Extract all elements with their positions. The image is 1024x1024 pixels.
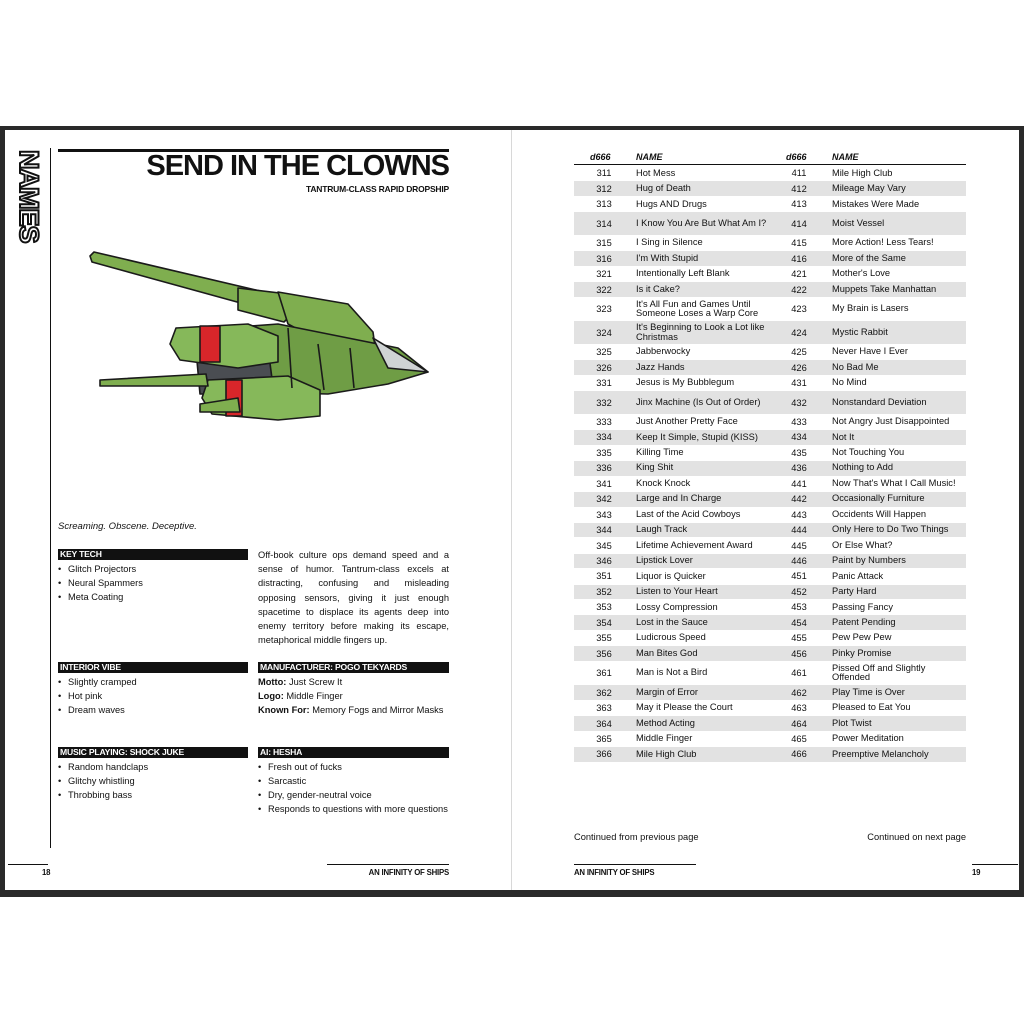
name-cell: Or Else What? (832, 539, 893, 550)
d666-cell: 465 (791, 734, 807, 745)
d666-cell: 322 (596, 284, 612, 295)
ship-tagline: Screaming. Obscene. Deceptive. (58, 521, 197, 532)
table-row (574, 646, 966, 661)
list-item: • Slightly cramped (58, 675, 248, 689)
name-cell: Muppets Take Manhattan (832, 283, 937, 294)
table-row (574, 212, 966, 235)
table-row (574, 476, 966, 491)
known-for-line (258, 703, 443, 717)
table-row (574, 430, 966, 445)
name-cell: Now That's What I Call Music! (832, 477, 956, 488)
d666-cell: 441 (791, 478, 807, 489)
d666-cell: 342 (596, 494, 612, 505)
d666-cell: 341 (596, 478, 612, 489)
list-item: • Fresh out of fucks (258, 760, 449, 774)
d666-cell: 414 (791, 218, 807, 229)
d666-cell: 346 (596, 555, 612, 566)
d666-cell: 463 (791, 703, 807, 714)
name-cell: Lost in the Sauce (636, 617, 708, 628)
name-cell: Nonstandard Deviation (832, 396, 927, 407)
side-rule (50, 148, 51, 848)
motto-value: Just Screw It (288, 677, 343, 687)
table-row (574, 554, 966, 569)
table-row (574, 345, 966, 360)
name-cell: Not Touching You (832, 447, 905, 458)
d666-cell: 361 (596, 668, 612, 679)
name-cell: Method Acting (636, 717, 695, 728)
dropship-drawing (88, 244, 433, 424)
d666-cell: 464 (791, 718, 807, 729)
known-for-label: Known For: (258, 705, 310, 715)
name-cell: Mystic Rabbit (832, 326, 888, 337)
name-cell: It's All Fun and Games Until Someone Loses a Warp Core (636, 298, 759, 319)
name-cell: Mileage May Vary (832, 183, 906, 194)
name-cell: Nothing to Add (832, 462, 893, 473)
table-row (574, 376, 966, 391)
name-cell: Man is Not a Bird (636, 667, 708, 678)
name-cell: Last of the Acid Cowboys (636, 508, 741, 519)
d666-cell: 445 (791, 540, 807, 551)
d666-cell: 353 (596, 602, 612, 613)
d666-cell: 336 (596, 463, 612, 474)
d666-cell: 352 (596, 586, 612, 597)
ship-title: SEND IN THE CLOWNS (146, 150, 449, 182)
d666-cell: 416 (791, 253, 807, 264)
d666-cell: 321 (596, 269, 612, 280)
table-row (574, 701, 966, 716)
name-cell: Hot Mess (636, 167, 676, 178)
d666-cell: 326 (596, 362, 612, 373)
name-cell: Middle Finger (636, 733, 693, 744)
list-item: • Glitchy whistling (58, 774, 248, 788)
name-cell: Lipstick Lover (636, 555, 693, 566)
known-for-value: Memory Fogs and Mirror Masks (312, 705, 444, 715)
d666-cell: 313 (596, 199, 612, 210)
page-gutter (511, 130, 512, 890)
d666-cell: 315 (596, 238, 612, 249)
key-tech-list (58, 562, 248, 604)
name-cell: Not Angry Just Disappointed (832, 416, 950, 427)
table-row (574, 282, 966, 297)
name-cell: I'm With Stupid (636, 252, 699, 263)
name-cell: Pew Pew Pew (832, 632, 892, 643)
d666-cell: 454 (791, 617, 807, 628)
name-cell: It's Beginning to Look a Lot like Christmas (636, 322, 765, 342)
d666-cell: 442 (791, 494, 807, 505)
d666-cell: 366 (596, 749, 612, 760)
table-row (574, 445, 966, 460)
footer-book-title-left: AN INFINITY OF SHIPS (368, 868, 449, 877)
name-cell: Play Time is Over (832, 686, 905, 697)
table-row (574, 236, 966, 251)
d666-cell: 411 (791, 168, 807, 179)
motto-label: Motto: (258, 677, 287, 687)
table-row (574, 267, 966, 282)
d666-cell: 453 (791, 602, 807, 613)
table-row (574, 585, 966, 600)
name-cell: Keep It Simple, Stupid (KISS) (636, 431, 758, 442)
name-cell: Ludicrous Speed (636, 632, 706, 643)
name-cell: Killing Time (636, 447, 684, 458)
page-number-right: 19 (972, 868, 981, 877)
d666-cell: 423 (791, 304, 807, 315)
d666-cell: 316 (596, 253, 612, 264)
name-cell: Paint by Numbers (832, 555, 906, 566)
list-item: • Throbbing bass (58, 788, 248, 802)
d666-cell: 344 (596, 525, 612, 536)
name-cell: Intentionally Left Blank (636, 268, 730, 279)
d666-cell: 425 (791, 347, 807, 358)
name-cell: Occidents Will Happen (832, 508, 927, 519)
table-row (574, 569, 966, 584)
key-tech-heading: KEY TECH (58, 549, 248, 560)
name-cell: I Know You Are But What Am I? (636, 218, 767, 229)
name-cell: Moist Vessel (832, 218, 885, 229)
ship-description: Off-book culture ops demand speed and a sense of humor. Tantrum-class excels at distracting, confusing and misleading opposing sensors, giving it just enough spacetime to displace its agents deep into enemy territory before making its escape, metaphorical middle fingers up. (258, 550, 449, 646)
list-item: • Responds to questions with more questions (258, 802, 449, 830)
table-row (574, 747, 966, 762)
d666-cell: 324 (596, 327, 612, 338)
name-cell: More of the Same (832, 252, 906, 263)
name-cell: More Action! Less Tears! (832, 237, 934, 248)
name-cell: Occasionally Furniture (832, 493, 925, 504)
d666-cell: 431 (791, 377, 807, 388)
name-cell: May it Please the Court (636, 702, 733, 713)
col-header-d666-2: d666 (786, 152, 807, 162)
d666-cell: 323 (596, 304, 612, 315)
interior-vibe-heading: INTERIOR VIBE (58, 662, 248, 673)
music-list (58, 760, 248, 802)
name-cell: Man Bites God (636, 647, 698, 658)
table-row (574, 166, 966, 181)
table-row (574, 523, 966, 538)
list-item: • Hot pink (58, 689, 248, 703)
d666-cell: 364 (596, 718, 612, 729)
side-label-text: NAMES (14, 150, 44, 243)
name-cell: Laugh Track (636, 524, 688, 535)
table-row (574, 360, 966, 375)
name-cell: Margin of Error (636, 686, 698, 697)
footer-book-title-right: AN INFINITY OF SHIPS (574, 868, 655, 877)
col-header-name-1: NAME (636, 152, 663, 162)
footer-rule (327, 864, 449, 865)
d666-cell: 311 (596, 168, 612, 179)
d666-cell: 334 (596, 432, 612, 443)
name-cell: No Bad Me (832, 361, 879, 372)
d666-cell: 426 (791, 362, 807, 373)
table-row (574, 298, 966, 321)
d666-cell: 355 (596, 633, 612, 644)
table-row (574, 251, 966, 266)
name-cell: Power Meditation (832, 733, 904, 744)
d666-cell: 432 (791, 397, 807, 408)
name-cell: Listen to Your Heart (636, 586, 718, 597)
name-cell: Jabberwocky (636, 346, 691, 357)
d666-cell: 443 (791, 509, 807, 520)
col-header-d666-1: d666 (590, 152, 611, 162)
names-side-label (14, 148, 46, 258)
name-cell: Hug of Death (636, 183, 691, 194)
name-cell: Mother's Love (832, 268, 891, 279)
name-cell: Preemptive Melancholy (832, 748, 929, 759)
d666-cell: 424 (791, 327, 807, 338)
d666-cell: 351 (596, 571, 612, 582)
side-label-graphic (14, 148, 46, 258)
table-header-rule (574, 164, 966, 165)
table-row (574, 732, 966, 747)
name-cell: Is it Cake? (636, 283, 680, 294)
table-row (574, 716, 966, 731)
table-row (574, 181, 966, 196)
name-cell: Liquor is Quicker (636, 570, 706, 581)
d666-cell: 325 (596, 347, 612, 358)
d666-cell: 434 (791, 432, 807, 443)
logo-label: Logo: (258, 691, 284, 701)
name-cell: Jazz Hands (636, 361, 685, 372)
d666-cell: 412 (791, 183, 807, 194)
d666-cell: 345 (596, 540, 612, 551)
list-item: • Random handclaps (58, 760, 248, 774)
d666-cell: 421 (791, 269, 807, 280)
table-row (574, 415, 966, 430)
name-cell: My Brain is Lasers (832, 303, 909, 314)
d666-cell: 413 (791, 199, 807, 210)
ai-list (258, 760, 449, 830)
name-cell: Mile High Club (636, 748, 697, 759)
table-row (574, 321, 966, 344)
continued-next-note: Continued on next page (867, 832, 966, 842)
d666-cell: 462 (791, 687, 807, 698)
name-cell: Jinx Machine (Is Out of Order) (636, 396, 761, 407)
col-header-name-2: NAME (832, 152, 859, 162)
name-cell: Just Another Pretty Face (636, 416, 738, 427)
name-cell: Jesus is My Bubblegum (636, 377, 735, 388)
footer-rule (574, 864, 696, 865)
interior-vibe-list (58, 675, 248, 717)
list-item: • Dry, gender-neutral voice (258, 788, 449, 802)
logo-line (258, 689, 343, 703)
footer-rule (8, 864, 48, 865)
motto-line (258, 675, 342, 689)
table-row (574, 615, 966, 630)
d666-cell: 312 (596, 183, 612, 194)
d666-cell: 461 (791, 668, 807, 679)
list-item: • Sarcastic (258, 774, 449, 788)
table-row (574, 662, 966, 685)
name-cell: Not It (832, 431, 855, 442)
name-cell: Panic Attack (832, 570, 884, 581)
name-cell: Mile High Club (832, 167, 893, 178)
name-cell: Knock Knock (636, 477, 691, 488)
table-row (574, 492, 966, 507)
name-cell: Plot Twist (832, 717, 872, 728)
name-cell: Never Have I Ever (832, 346, 908, 357)
table-row (574, 600, 966, 615)
table-row (574, 631, 966, 646)
name-cell: Party Hard (832, 586, 877, 597)
name-cell: Large and In Charge (636, 493, 722, 504)
ai-heading: AI: HESHA (258, 747, 449, 758)
d666-cell: 466 (791, 749, 807, 760)
table-row (574, 391, 966, 414)
name-cell: Pleased to Eat You (832, 702, 911, 713)
name-cell: Patent Pending (832, 617, 896, 628)
d666-cell: 444 (791, 525, 807, 536)
d666-cell: 433 (791, 416, 807, 427)
table-row (574, 507, 966, 522)
d666-cell: 332 (596, 397, 612, 408)
d666-cell: 456 (791, 648, 807, 659)
footer-rule (972, 864, 1018, 865)
music-heading: MUSIC PLAYING: SHOCK JUKE (58, 747, 248, 758)
d666-cell: 455 (791, 633, 807, 644)
name-cell: King Shit (636, 462, 674, 473)
continued-from-note: Continued from previous page (574, 832, 699, 842)
table-row (574, 461, 966, 476)
name-cell: Pissed Off and Slightly Offended (832, 662, 926, 683)
d666-cell: 451 (791, 571, 807, 582)
d666-cell: 436 (791, 463, 807, 474)
name-cell: Mistakes Were Made (832, 198, 920, 209)
d666-cell: 335 (596, 447, 612, 458)
name-cell: Passing Fancy (832, 601, 893, 612)
logo-value: Middle Finger (286, 691, 343, 701)
list-item: • Glitch Projectors (58, 562, 248, 576)
ship-subtitle: TANTRUM-CLASS RAPID DROPSHIP (306, 184, 449, 194)
d666-cell: 435 (791, 447, 807, 458)
name-cell: No Mind (832, 377, 867, 388)
d666-cell: 446 (791, 555, 807, 566)
d666-cell: 331 (596, 377, 612, 388)
d666-cell: 362 (596, 687, 612, 698)
name-cell: I Sing in Silence (636, 237, 703, 248)
list-item: • Meta Coating (58, 590, 248, 604)
page-number-left: 18 (42, 868, 51, 877)
d666-cell: 415 (791, 238, 807, 249)
d666-cell: 354 (596, 617, 612, 628)
table-row (574, 538, 966, 553)
table-row (574, 197, 966, 212)
list-item: • Neural Spammers (58, 576, 248, 590)
ship-illustration (88, 244, 433, 424)
d666-cell: 333 (596, 416, 612, 427)
d666-cell: 422 (791, 284, 807, 295)
name-cell: Pinky Promise (832, 647, 892, 658)
name-cell: Lossy Compression (636, 601, 718, 612)
list-item: • Dream waves (58, 703, 248, 717)
manufacturer-heading: MANUFACTURER: POGO TEKYARDS (258, 662, 449, 673)
name-cell: Hugs AND Drugs (636, 198, 707, 209)
name-cell: Only Here to Do Two Things (832, 524, 949, 535)
d666-cell: 363 (596, 703, 612, 714)
d666-cell: 314 (596, 218, 612, 229)
table-row (574, 685, 966, 700)
d666-cell: 365 (596, 734, 612, 745)
d666-cell: 452 (791, 586, 807, 597)
d666-cell: 343 (596, 509, 612, 520)
name-cell: Lifetime Achievement Award (636, 539, 753, 550)
d666-cell: 356 (596, 648, 612, 659)
